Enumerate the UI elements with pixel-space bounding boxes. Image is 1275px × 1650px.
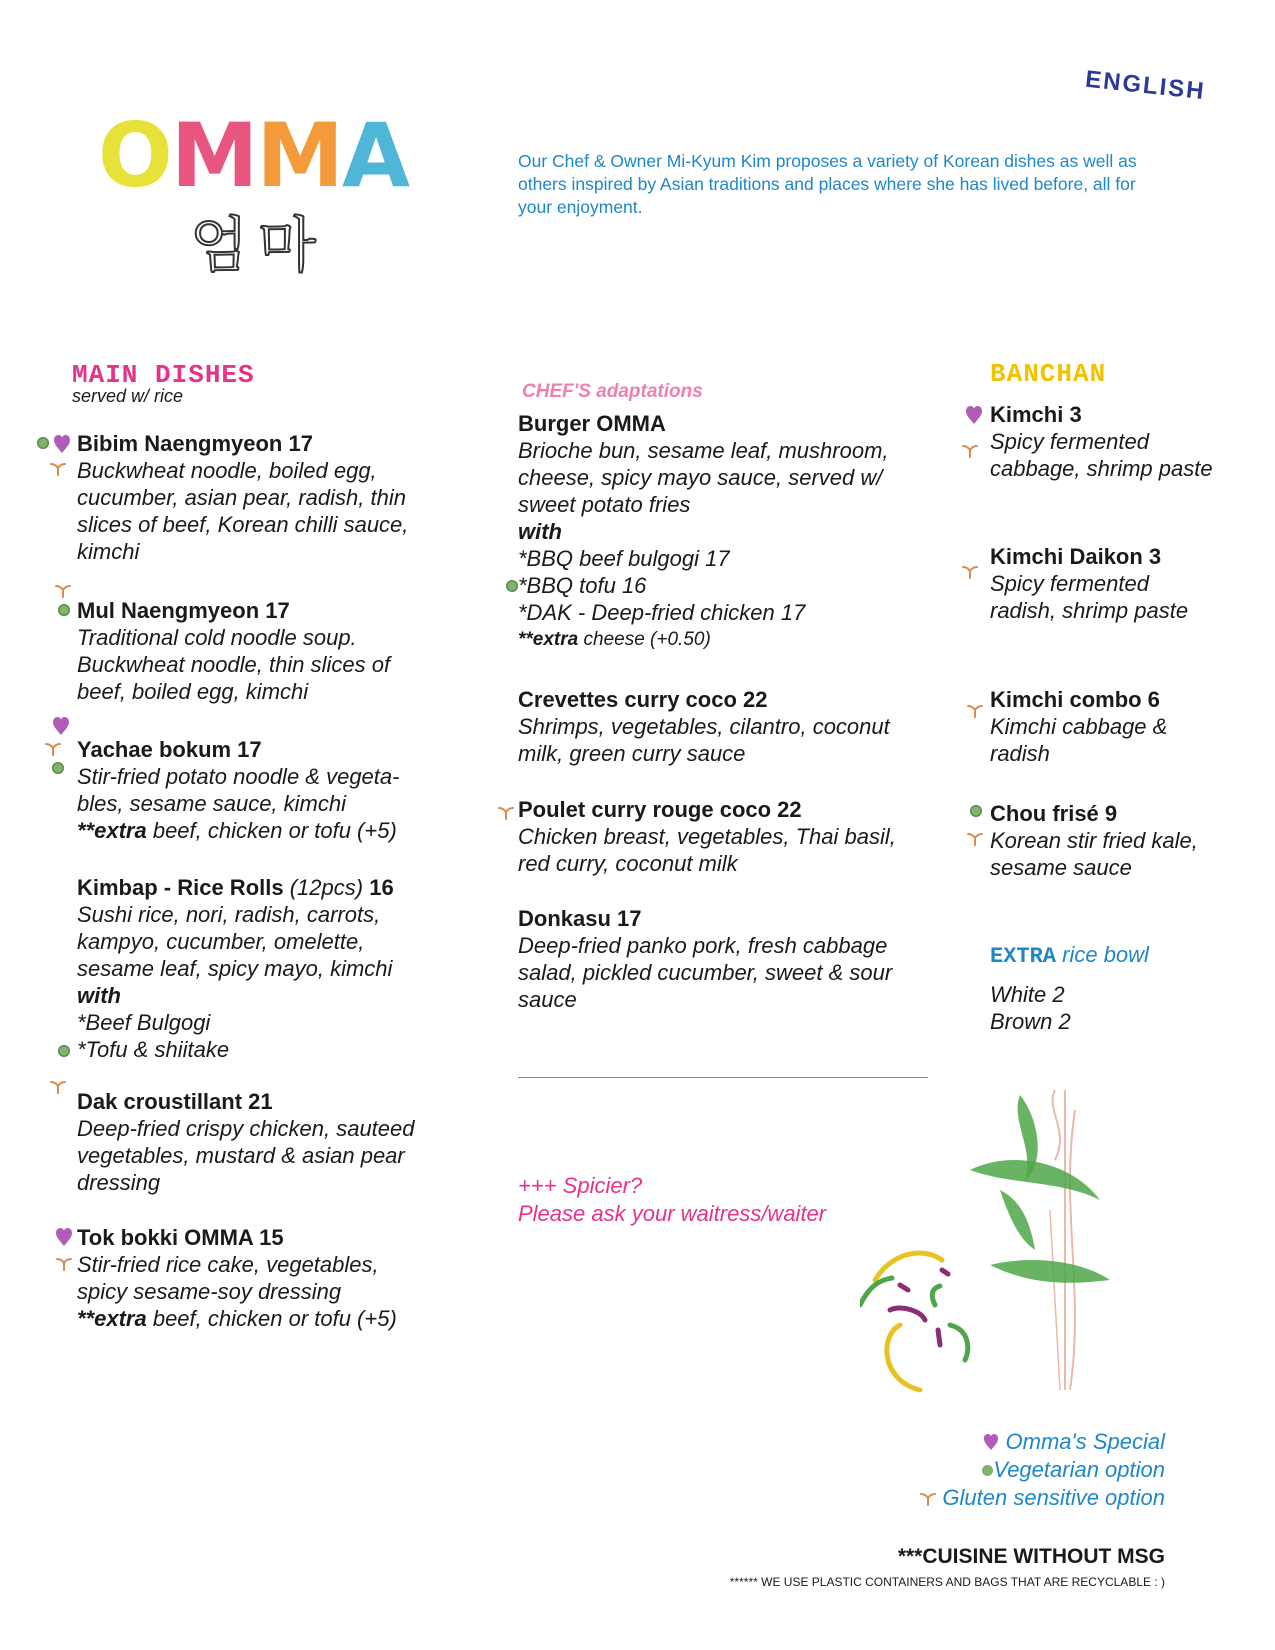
- menu-item-bibim-naengmyeon: [77, 430, 422, 565]
- gluten-sprout-icon: [56, 1255, 72, 1271]
- item-desc: Chicken breast, vegetables, Thai basil, red curry, coconut milk: [518, 824, 896, 876]
- extra-rest: beef, chicken or tofu (+5): [146, 818, 397, 843]
- item-desc: Stir-fried rice cake, vegetables, spicy sesame-soy dressing: [77, 1252, 379, 1304]
- item-option: *BBQ tofu 16: [518, 573, 647, 598]
- gluten-sprout-icon: [967, 702, 983, 718]
- rice-options: [990, 981, 1190, 1035]
- section-divider: [518, 1077, 928, 1078]
- heart-icon: [53, 434, 71, 454]
- banchan-item-kimchi: [990, 401, 1215, 482]
- banchan-item-kimchi-combo: [990, 686, 1215, 767]
- item-option: *Tofu & shiitake: [77, 1037, 230, 1062]
- vegetarian-dot-icon: [970, 805, 982, 817]
- item-desc: Brioche bun, sesame leaf, mushroom, cheese, spicy mayo sauce, served w/ sweet potato fries: [518, 438, 889, 517]
- vegetarian-dot-icon: [58, 1045, 70, 1057]
- item-option: *Beef Bulgogi: [77, 1010, 211, 1035]
- rice-white: White 2: [990, 982, 1065, 1007]
- face-illustration: [860, 1253, 968, 1390]
- recycle-notice: ****** WE USE PLASTIC CONTAINERS AND BAGS THAT ARE RECYCLABLE : ): [729, 1575, 1165, 1589]
- extra-rice-title: [990, 942, 1149, 969]
- menu-item-donkasu: [518, 905, 928, 1013]
- gluten-sprout-icon: [45, 740, 61, 756]
- banchan-item-chou-frise: [990, 800, 1215, 881]
- logo-letter-m2: M: [256, 104, 342, 207]
- vegetarian-dot-icon: [37, 437, 49, 449]
- menu-item-yachae-bokum: [77, 736, 422, 844]
- plant-illustration: [970, 1090, 1110, 1390]
- extra-prefix: **extra: [518, 629, 579, 650]
- item-option: *BBQ beef bulgogi 17: [518, 546, 730, 571]
- spicy-line-2: Please ask your waitress/waiter: [518, 1201, 827, 1226]
- extra-rice-label: EXTRA: [990, 944, 1057, 969]
- logo-letter-o: O: [98, 104, 171, 207]
- menu-item-tok-bokki: [77, 1224, 422, 1332]
- legend-vegetarian-label: Vegetarian option: [993, 1457, 1165, 1482]
- menu-item-poulet-curry: [518, 796, 928, 877]
- menu-item-mul-naengmyeon: [77, 597, 422, 705]
- item-name: Kimbap - Rice Rolls: [77, 875, 284, 900]
- legend-special: [920, 1428, 1165, 1456]
- item-with-label: with: [77, 983, 121, 1008]
- item-desc: Shrimps, vegetables, cilantro, coconut milk, green curry sauce: [518, 714, 890, 766]
- main-dishes-title: MAIN DISHES: [72, 360, 255, 390]
- vegetarian-dot-icon: [58, 604, 70, 616]
- item-name: Poulet curry rouge coco 22: [518, 797, 802, 822]
- gluten-sprout-icon: [50, 1078, 66, 1094]
- extra-prefix: **extra: [77, 1306, 147, 1331]
- heart-icon: [983, 1433, 999, 1451]
- gluten-sprout-icon: [920, 1490, 936, 1506]
- heart-icon: [965, 405, 983, 425]
- legend-vegetarian: [920, 1456, 1165, 1484]
- logo-letter-a: A: [341, 104, 409, 207]
- spicy-line-1: +++ Spicier?: [518, 1173, 643, 1198]
- banchan-title: BANCHAN: [990, 359, 1107, 389]
- item-desc: Spicy fermented radish, shrimp paste: [990, 571, 1189, 623]
- item-price: 16: [369, 875, 394, 900]
- legend-gluten: [920, 1484, 1165, 1512]
- omma-logo: [98, 104, 428, 207]
- item-name: Yachae bokum 17: [77, 737, 262, 762]
- chef-adaptations-title: CHEF'S adaptations: [522, 381, 703, 402]
- item-name: Tok bokki OMMA 15: [77, 1225, 284, 1250]
- intro-text: Our Chef & Owner Mi-Kyum Kim proposes a variety of Korean dishes as well as others inspired by Asian traditions and places where she has lived before, all for your enjoyment.: [518, 151, 1137, 217]
- language-label[interactable]: ENGLISH: [1083, 65, 1207, 106]
- heart-icon: [52, 716, 70, 736]
- item-desc: Spicy fermented cabbage, shrimp paste: [990, 429, 1213, 481]
- item-desc: Buckwheat noodle, boiled egg, cucumber, asian pear, radish, thin slices of beef, Korean chilli sauce, kimchi: [77, 458, 409, 564]
- item-name-note: (12pcs): [289, 875, 364, 900]
- logo-letter-m1: M: [170, 104, 257, 207]
- item-extra: [77, 817, 422, 844]
- gluten-sprout-icon: [962, 563, 978, 579]
- item-extra: [518, 626, 928, 653]
- item-with-label: with: [518, 519, 562, 544]
- menu-item-crevettes-curry: [518, 686, 928, 767]
- spicy-note: [518, 1172, 826, 1228]
- item-desc: Deep-fried panko pork, fresh cabbage salad, pickled cucumber, sweet & sour sauce: [518, 933, 893, 1012]
- menu-item-kimbap: [77, 874, 422, 1063]
- extra-prefix: **extra: [77, 818, 147, 843]
- rice-brown: Brown 2: [990, 1009, 1071, 1034]
- extra-rice-rest: rice bowl: [1056, 942, 1149, 967]
- item-desc: Stir-fried potato noodle & vegeta- bles, sesame sauce, kimchi: [77, 764, 400, 816]
- item-name: Burger OMMA: [518, 411, 666, 436]
- item-name: Crevettes curry coco 22: [518, 687, 768, 712]
- item-option: *DAK - Deep-fried chicken 17: [518, 600, 806, 625]
- legend-gluten-label: Gluten sensitive option: [942, 1485, 1165, 1510]
- item-extra: [77, 1305, 422, 1332]
- item-name: Chou frisé 9: [990, 801, 1118, 826]
- item-name: Kimchi Daikon 3: [990, 544, 1162, 569]
- gluten-sprout-icon: [967, 830, 983, 846]
- item-name: Dak croustillant 21: [77, 1089, 273, 1114]
- banchan-item-kimchi-daikon: [990, 543, 1215, 624]
- item-name: Bibim Naengmyeon 17: [77, 431, 313, 456]
- heart-icon: [55, 1227, 73, 1247]
- legend-special-label: Omma's Special: [1005, 1429, 1165, 1454]
- item-desc: Korean stir fried kale, sesame sauce: [990, 828, 1198, 880]
- item-desc: Kimchi cabbage & radish: [990, 714, 1168, 766]
- item-name: Kimchi 3: [990, 402, 1082, 427]
- item-name: Donkasu 17: [518, 906, 642, 931]
- extra-rest: beef, chicken or tofu (+5): [146, 1306, 397, 1331]
- extra-rest: cheese (+0.50): [578, 629, 711, 650]
- menu-item-dak-croustillant: [77, 1088, 422, 1196]
- item-desc: Traditional cold noodle soup. Buckwheat noodle, thin slices of beef, boiled egg, kimchi: [77, 625, 391, 704]
- vegetarian-dot-icon: [506, 580, 518, 592]
- illustration: [860, 1090, 1160, 1410]
- item-desc: Deep-fried crispy chicken, sauteed vegetables, mustard & asian pear dressing: [77, 1116, 415, 1195]
- gluten-sprout-icon: [50, 460, 66, 476]
- korean-logo: 엄마: [190, 211, 326, 281]
- gluten-sprout-icon: [962, 442, 978, 458]
- item-name: Kimchi combo 6: [990, 687, 1160, 712]
- gluten-sprout-icon: [498, 804, 514, 820]
- item-title-row: [77, 874, 422, 901]
- gluten-sprout-icon: [55, 582, 71, 598]
- item-desc: Sushi rice, nori, radish, carrots, kampyo, cucumber, omelette, sesame leaf, spicy mayo, kimchi: [77, 902, 393, 981]
- msg-notice: ***CUISINE WITHOUT MSG: [897, 1545, 1165, 1568]
- item-name: Mul Naengmyeon 17: [77, 598, 290, 623]
- vegetarian-dot-icon: [52, 762, 64, 774]
- menu-item-burger-omma: [518, 410, 928, 653]
- legend: [920, 1428, 1165, 1512]
- main-dishes-subtitle: served w/ rice: [72, 386, 184, 406]
- vegetarian-dot-icon: [982, 1465, 993, 1476]
